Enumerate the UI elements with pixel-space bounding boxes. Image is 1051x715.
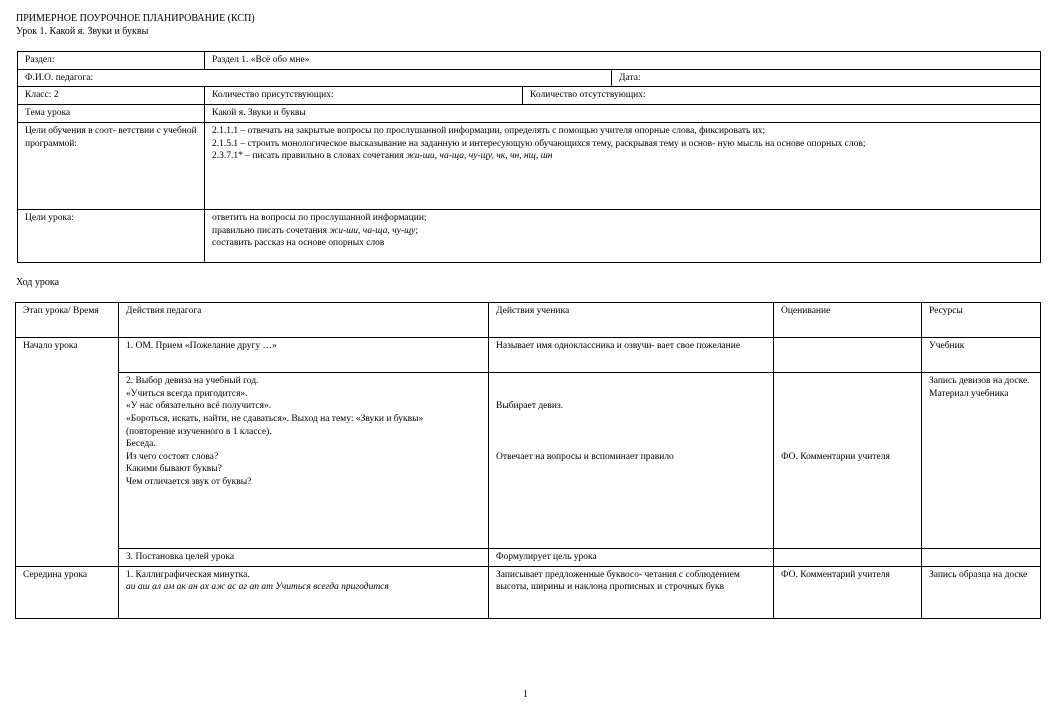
student-action-choose-motto: Выбирает девиз.	[496, 401, 564, 411]
info-row-learning-goals	[18, 122, 1041, 209]
column-header-resources: Ресурсы	[922, 303, 1041, 338]
assessment-cell: ФО. Комментарий учителя	[774, 566, 922, 618]
resource-cell: Учебник	[922, 338, 1041, 373]
absent-count-label: Количество отсутствующих:	[523, 87, 1041, 105]
info-row-teacher	[18, 69, 1041, 87]
page-number: 1	[523, 689, 528, 700]
info-row-topic	[18, 104, 1041, 122]
lesson-goal-2: правильно писать сочетания жи-ши, ча-ща, чу-щу;	[212, 225, 418, 236]
teacher-action-line: «У нас обязательно всё получится».	[126, 401, 272, 412]
lesson-info-table	[17, 51, 1041, 263]
calligraphy-sample: аи аш ал ам ак ан ах аж ас аг ап ат Учиться всегда пригодится	[126, 582, 389, 593]
teacher-action	[119, 373, 489, 549]
lesson-progress-heading: Ход урока	[16, 277, 60, 288]
resource-cell	[922, 549, 1041, 567]
learning-goal-3: 2.3.7.1* – писать правильно в словах сочетания жи-ши, ча-ща, чу-щу, чк, чн, нщ, шн	[212, 151, 553, 162]
topic-value: Какой я. Звуки и буквы	[205, 104, 1041, 122]
teacher-action-line: Из чего состоят слова?	[126, 451, 219, 462]
column-header-teacher-actions: Действия педагога	[119, 303, 489, 338]
class-label: Класс: 2	[18, 87, 205, 105]
teacher-action: 3. Постановка целей урока	[119, 549, 489, 567]
lesson-progress-table	[15, 302, 1041, 619]
learning-goal-2: 2.1.5.1 – строить монологическое высказывание на заданную и интересующую обучающихся тему, раскрывая тему и основ- ную мысль на основе опорных слов;	[212, 138, 866, 149]
assessment-cell	[774, 338, 922, 373]
learning-goal-1: 2.1.1.1 – отвечать на закрытые вопросы по прослушанной информации, определять с помощью учителя опорные слова, фиксировать их;	[212, 125, 766, 136]
teacher-action-line: Какими бывают буквы?	[126, 464, 222, 475]
lesson-subtitle: Урок 1. Какой я. Звуки и буквы	[16, 26, 149, 37]
stage-start: Начало урока	[16, 338, 119, 567]
table-row	[16, 549, 1041, 567]
assessment-cell	[774, 549, 922, 567]
section-label: Раздел:	[18, 52, 205, 70]
student-action: Записывает предложенные буквосо- четания с соблюдением высоты, ширины и наклона прописных и строчных букв	[489, 566, 774, 618]
student-action: Формулирует цель урока	[489, 549, 774, 567]
present-count-label: Количество присутствующих:	[205, 87, 523, 105]
teacher-action	[119, 566, 489, 618]
column-header-stage: Этап урока/ Время	[16, 303, 119, 338]
document-title: ПРИМЕРНОЕ ПОУРОЧНОЕ ПЛАНИРОВАНИЕ (КСП)	[16, 13, 255, 24]
topic-label: Тема урока	[18, 104, 205, 122]
teacher-action-line: 2. Выбор девиза на учебный год.	[126, 376, 259, 386]
lesson-goal-1: ответить на вопросы по прослушанной информации;	[212, 212, 427, 223]
info-row-lesson-goals	[18, 209, 1041, 262]
table-row	[16, 373, 1041, 549]
assessment-text: ФО. Комментарии учителя	[781, 452, 890, 462]
teacher-action-line: Чем отличается звук от буквы?	[126, 477, 252, 487]
table-row	[16, 566, 1041, 618]
lesson-goal-3: составить рассказ на основе опорных слов	[212, 238, 385, 249]
teacher-action-line: «Бороться, искать, найти, не сдаваться». Выход на тему: «Звуки и буквы»	[126, 413, 424, 424]
resource-cell: Запись образца на доске	[922, 566, 1041, 618]
teacher-action-line: «Учиться всегда пригодится».	[126, 388, 248, 399]
column-header-assessment: Оценивание	[774, 303, 922, 338]
table-row	[16, 338, 1041, 373]
table-header-row	[16, 303, 1041, 338]
column-header-student-actions: Действия ученика	[489, 303, 774, 338]
lesson-goals-label: Цели урока:	[18, 209, 205, 262]
student-action-answer: Отвечает на вопросы и вспоминает правило	[496, 451, 674, 462]
teacher-action-line: (повторение изученного в 1 классе).	[126, 426, 272, 437]
date-label: Дата:	[612, 69, 1041, 87]
resource-cell: Запись девизов на доске. Материал учебника	[922, 373, 1041, 549]
teacher-action-line: 1. Каллиграфическая минутка.	[126, 569, 250, 580]
info-row-class	[18, 87, 1041, 105]
teacher-action-line: Беседа.	[126, 439, 156, 450]
section-value: Раздел 1. «Всё обо мне»	[205, 52, 1041, 70]
lesson-goals-value	[205, 209, 1041, 262]
student-action	[489, 373, 774, 549]
document-header	[16, 13, 255, 39]
assessment-cell	[774, 373, 922, 549]
student-action: Называет имя одноклассника и озвучи- вает свое пожелание	[489, 338, 774, 373]
teacher-action: 1. ОМ. Прием «Пожелание другу …»	[119, 338, 489, 373]
teacher-label: Ф.И.О. педагога:	[18, 69, 612, 87]
learning-goals-label: Цели обучения в соот- ветствии с учебной программой:	[18, 122, 205, 209]
stage-middle: Середина урока	[16, 566, 119, 618]
learning-goals-value	[205, 122, 1041, 209]
info-row-section	[18, 52, 1041, 70]
